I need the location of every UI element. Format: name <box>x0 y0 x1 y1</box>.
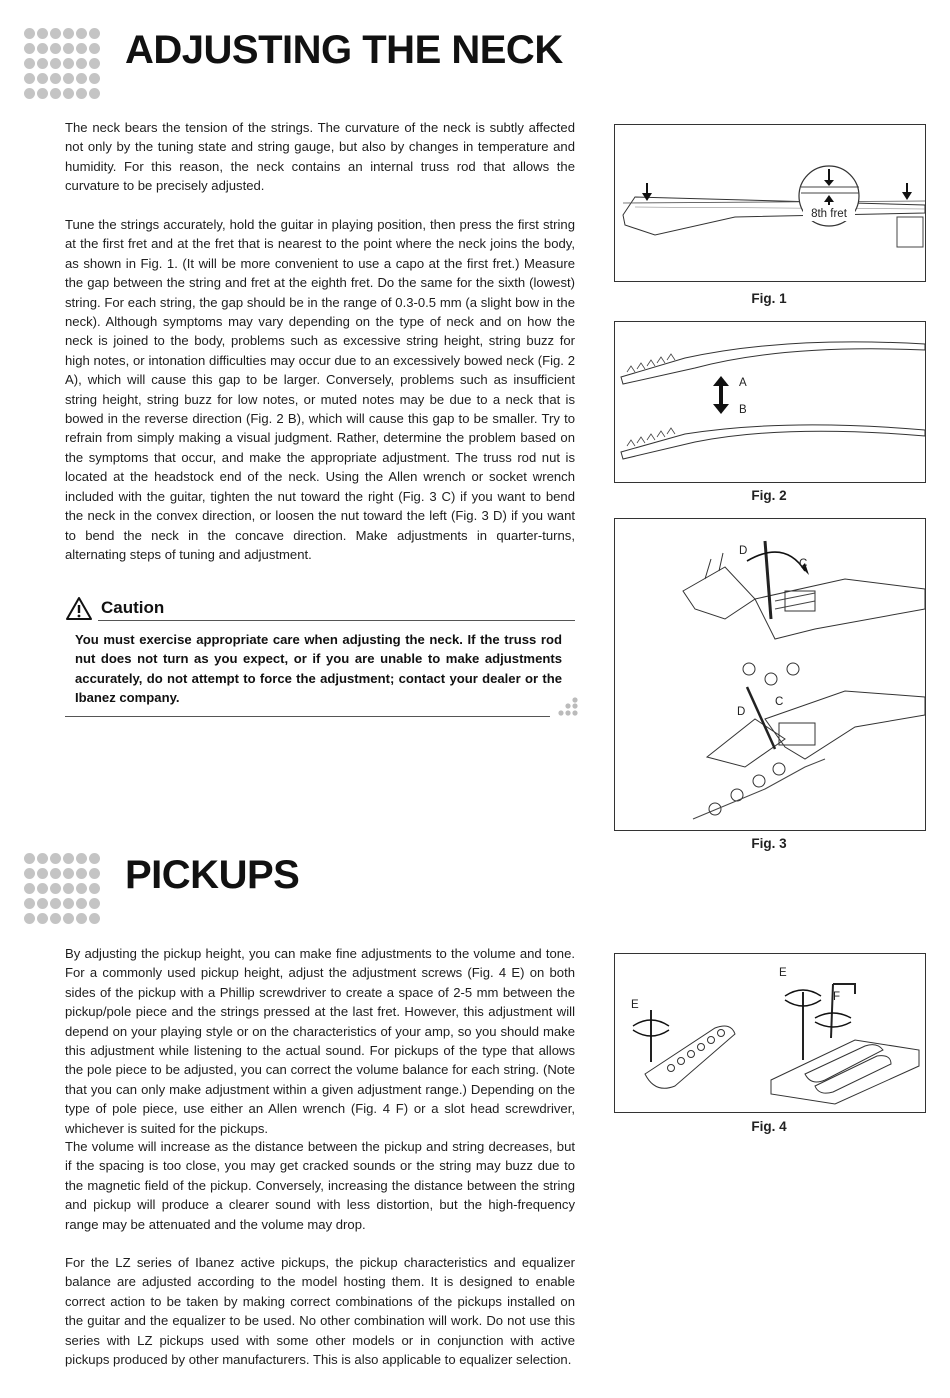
dot <box>37 28 48 39</box>
dot <box>63 868 74 879</box>
dot-grid-icon <box>24 853 100 929</box>
fig4-label-e-left: E <box>631 999 639 1011</box>
caution-bottom-divider <box>65 716 550 717</box>
dot <box>37 913 48 924</box>
dot <box>50 853 61 864</box>
dot <box>37 58 48 69</box>
caution-title: Caution <box>101 598 165 617</box>
dot <box>76 883 87 894</box>
dot <box>24 88 35 99</box>
fig2-caption: Fig. 2 <box>751 488 787 503</box>
dot <box>76 898 87 909</box>
dot <box>37 73 48 84</box>
dot <box>50 58 61 69</box>
figure-1-neck-gap <box>614 124 926 282</box>
dot <box>24 73 35 84</box>
dot <box>89 58 100 69</box>
fig4-label-f: F <box>833 991 841 1003</box>
dot <box>76 73 87 84</box>
dot <box>37 883 48 894</box>
dot <box>37 868 48 879</box>
dot <box>24 58 35 69</box>
dot <box>76 28 87 39</box>
fig4-caption: Fig. 4 <box>751 1119 787 1134</box>
fig2-label-b: B <box>739 404 747 416</box>
fig3-caption: Fig. 3 <box>751 836 787 851</box>
dot <box>89 88 100 99</box>
dot <box>76 853 87 864</box>
dot <box>50 913 61 924</box>
dot <box>37 898 48 909</box>
dot <box>50 88 61 99</box>
dot <box>63 43 74 54</box>
pickups-paragraph-1: By adjusting the pickup height, you can make fine adjustments to the volume and tone. For a commonly used pickup height, adjust the adjustment screws (Fig. 4 E) on both sides of the pickup with a Phillip screwdriver to create a space of 2-5 mm between the pickup/pole piece and the strings pressed at the last fret. However, this adjustment will depend on your playing style or on the characteristics of your amp, so you should make this adjustment while listening to the actual sound. For pickups of the type that allows the pole piece to be adjusted, you can correct the volume balance for each string. (Note that you can only make adjustment within a given adjustment range.) Depending on the type of pole piece, use either an Allen wrench (Fig. 4 F) or a slot head screwdriver, whichever is suited for the pickups. <box>65 946 575 1136</box>
fig3-label-c-bottom: C <box>775 696 784 708</box>
fig2-label-a: A <box>739 377 747 389</box>
dot <box>63 913 74 924</box>
figure-2-neck-bow <box>614 321 926 483</box>
fig3-label-d-bottom: D <box>737 706 746 718</box>
dot <box>37 43 48 54</box>
dot <box>50 868 61 879</box>
dot-grid-icon <box>24 28 100 104</box>
dot <box>89 73 100 84</box>
dot <box>89 43 100 54</box>
section-title-adjusting-neck: ADJUSTING THE NECK <box>125 28 563 72</box>
dot <box>76 868 87 879</box>
dot <box>24 28 35 39</box>
dot <box>50 28 61 39</box>
dot <box>63 58 74 69</box>
section-title-pickups: PICKUPS <box>125 853 300 897</box>
dot <box>89 898 100 909</box>
dot <box>76 43 87 54</box>
dot <box>89 28 100 39</box>
caution-divider <box>98 620 575 621</box>
dot <box>89 913 100 924</box>
dot <box>24 868 35 879</box>
fig1-label-8th-fret: 8th fret <box>811 208 847 220</box>
fig4-label-e-right: E <box>779 967 787 979</box>
fig3-label-c-top: C <box>799 558 808 570</box>
dot <box>89 853 100 864</box>
dot <box>63 898 74 909</box>
dot <box>50 73 61 84</box>
dot <box>63 883 74 894</box>
dot <box>63 88 74 99</box>
pickups-paragraph-3: For the LZ series of Ibanez active pickups, the pickup characteristics and equalizer balance are adjusted according to the model hosting them. It is designed to enable correct action to be taken by making correct combinations of the pickups installed on the guitar and the equalizer to be used. No other combination will work. Do not use this series with LZ pickups used with some other models or in conjunction with active pickups produced by other manufacturers. This is also applicable to equalizer selection. <box>65 1255 575 1368</box>
dot <box>24 883 35 894</box>
dot <box>63 73 74 84</box>
pickups-paragraph-2: The volume will increase as the distance between the pickup and string decreases, but if the spacing is too close, you may get cracked sounds or the string may buzz due to the magnetic field of the pickup. Conversely, increasing the distance between the string and pickup will produce a clearer sound with less distortion, but the high-frequency range may be attenuated and the volume may drop. <box>65 1139 575 1232</box>
dot <box>89 883 100 894</box>
warning-triangle-icon <box>65 596 93 621</box>
neck-paragraph-2: Tune the strings accurately, hold the guitar in playing position, then press the first string at the first fret and at the fret that is nearest to the point where the neck joins the body, as shown in Fig. 1. (It will be more convenient to use a capo at the first fret.) Measure the gap between the string and fret at the eighth fret. Do the same for the sixth (lowest) string. For each string, the gap should be in the range of 0.3-0.5 mm (a slight bow in the neck). Although symptoms may vary depending on the type of neck and on how the neck is joined to the body, problems such as excessive string height, string buzz for high notes, or intonation difficulties may occur due to an excessively bowed neck (Fig. 2 A), which will cause this gap to be larger. Conversely, problems such as insufficient string height, string buzz for low notes, or muted notes may be due to a neck that is bowed in the reverse direction (Fig. 2 B), which will cause this gap to be smaller. Try to refrain from simply making a visual judgment. Rather, determine the problem based on the symptoms that occur, and make the appropriate adjustment. The truss rod nut is located at the headstock end of the neck. Using the Allen wrench or socket wrench included with the guitar, tighten the nut toward the right (Fig. 3 C) if you want to bend the neck in the convex direction, or loosen the nut toward the left (Fig. 3 D) if you want to bend the neck in the concave direction. Make adjustments in quarter-turns, alternating steps of tuning and adjustment. <box>65 217 575 562</box>
dot <box>76 88 87 99</box>
figure-4-pickup-height <box>614 953 926 1113</box>
fig1-caption: Fig. 1 <box>751 291 787 306</box>
neck-paragraph-1: The neck bears the tension of the strings. The curvature of the neck is subtly affected not only by the tuning state and string gauge, but also by changes in temperature and humidity. For this reason, the neck contains an internal truss rod that allows the curvature to be precisely adjusted. <box>65 120 575 194</box>
corner-dots-icon <box>553 696 581 720</box>
figure-3-truss-rod <box>614 518 926 831</box>
dot <box>76 58 87 69</box>
dot <box>24 853 35 864</box>
caution-text: You must exercise appropriate care when adjusting the neck. If the truss rod nut does not turn as you expect, or if you are unable to make adjustments accurately, do not attempt to force the adjustment; contact your dealer or the Ibanez company. <box>75 632 562 706</box>
dot <box>63 853 74 864</box>
dot <box>24 913 35 924</box>
dot <box>50 898 61 909</box>
fig3-label-d-top: D <box>739 545 748 557</box>
dot <box>89 868 100 879</box>
dot <box>37 88 48 99</box>
dot <box>50 43 61 54</box>
dot <box>37 853 48 864</box>
dot <box>50 883 61 894</box>
dot <box>63 28 74 39</box>
dot <box>24 43 35 54</box>
dot <box>24 898 35 909</box>
dot <box>76 913 87 924</box>
